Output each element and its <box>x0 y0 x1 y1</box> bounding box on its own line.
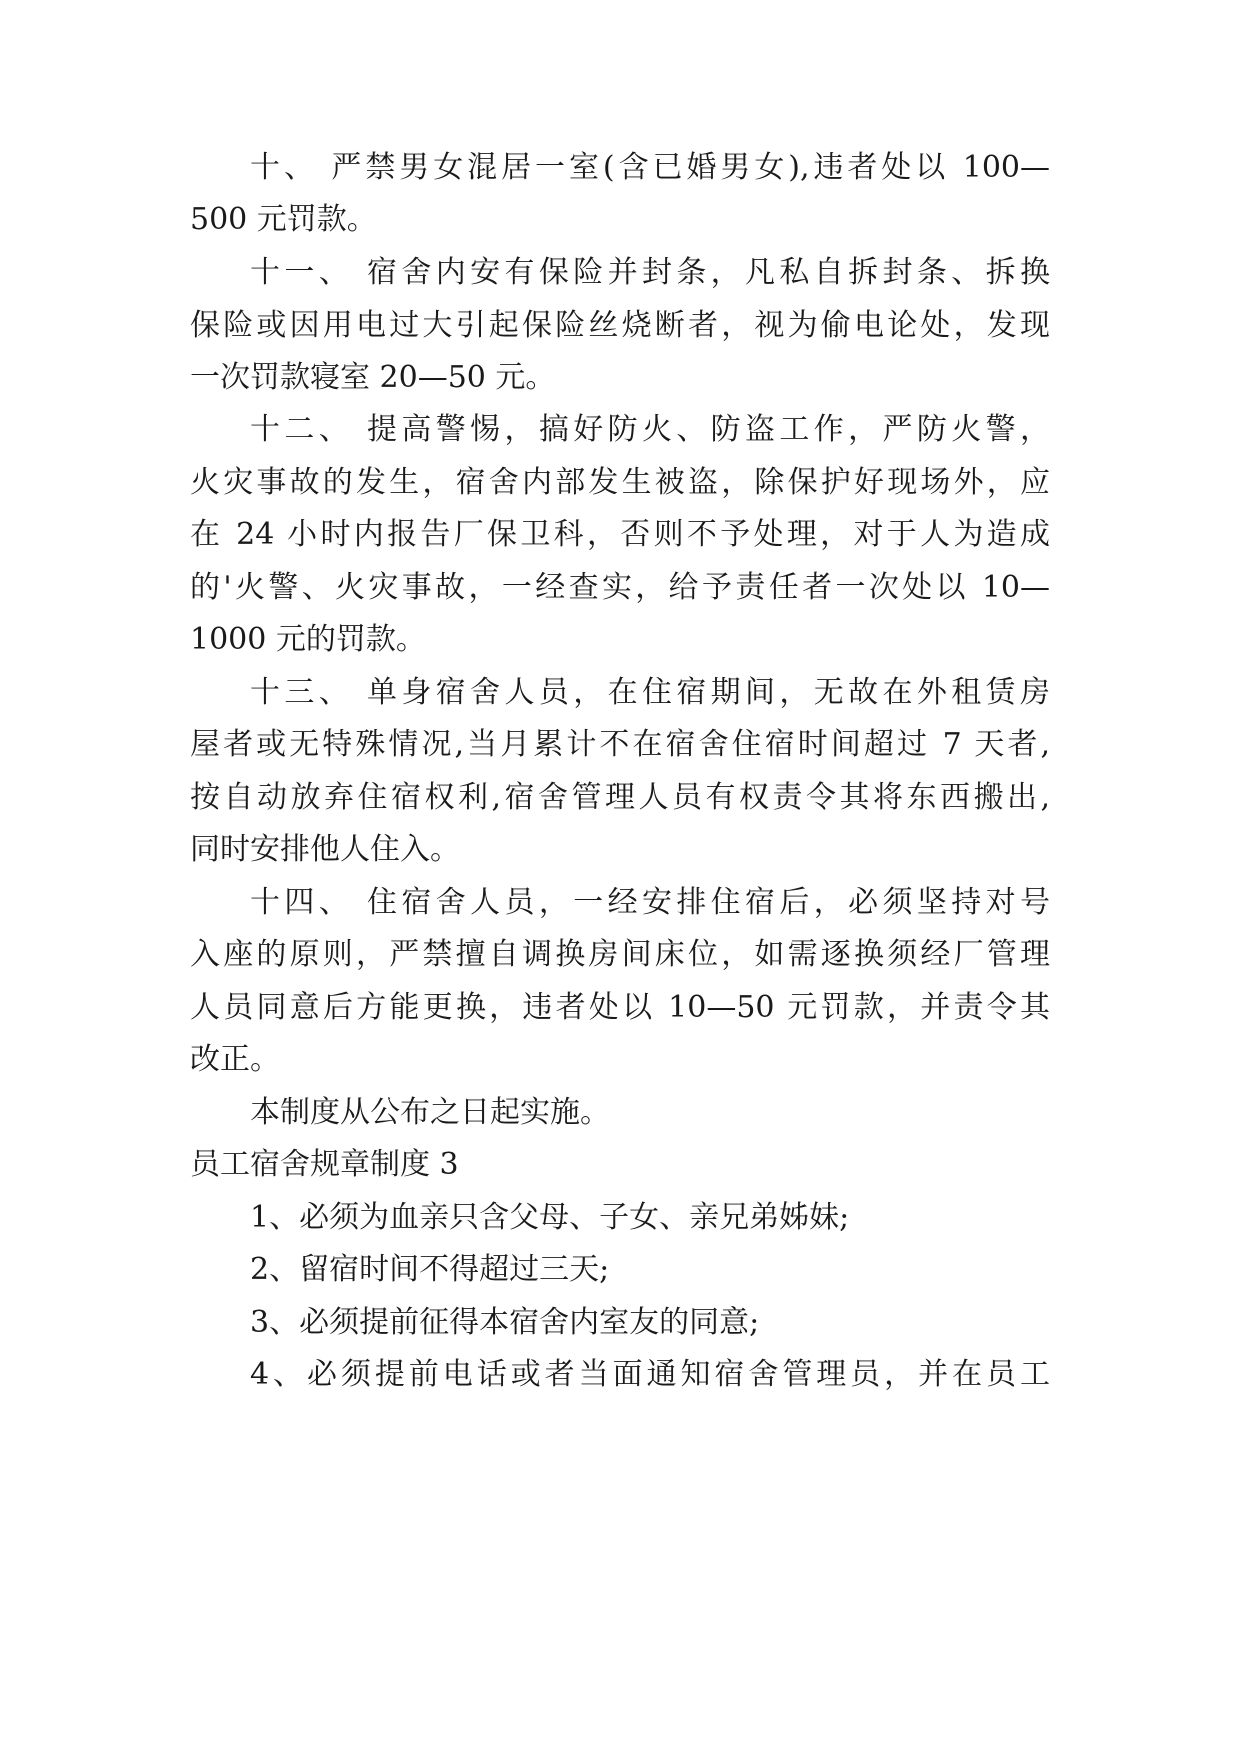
list-item: 1、必须为血亲只含父母、子女、亲兄弟姊妹; <box>250 1200 850 1235</box>
text-line: 十一、 宿舍内安有保险并封条，凡私自拆封条、拆换 <box>250 255 1050 290</box>
text-line: 的'火警、火灾事故，一经查实，给予责任者一次处以 10— <box>190 570 1050 605</box>
text-line: 按自动放弃住宿权利,宿舍管理人员有权责令其将东西搬出, <box>190 780 1050 815</box>
text-line: 十三、 单身宿舍人员，在住宿期间，无故在外租赁房 <box>250 675 1050 710</box>
text-line: 同时安排他人住入。 <box>190 832 460 867</box>
text-line: 入座的原则，严禁擅自调换房间床位，如需逐换须经厂管理 <box>190 937 1050 972</box>
text-line: 在 24 小时内报告厂保卫科，否则不予处理，对于人为造成 <box>190 517 1050 552</box>
text-line: 人员同意后方能更换，违者处以 10—50 元罚款，并责令其 <box>190 990 1050 1025</box>
section-heading: 员工宿舍规章制度 3 <box>190 1147 459 1182</box>
text-line: 一次罚款寝室 20—50 元。 <box>190 360 556 395</box>
text-line: 500 元罚款。 <box>190 202 377 237</box>
list-item: 4、必须提前电话或者当面通知宿舍管理员，并在员工 <box>250 1357 1050 1392</box>
text-line: 火灾事故的发生，宿舍内部发生被盗，除保护好现场外，应 <box>190 465 1050 500</box>
text-line: 改正。 <box>190 1042 280 1077</box>
text-line: 屋者或无特殊情况,当月累计不在宿舍住宿时间超过 7 天者, <box>190 727 1050 762</box>
list-item: 2、留宿时间不得超过三天; <box>250 1252 610 1287</box>
text-line: 保险或因用电过大引起保险丝烧断者，视为偷电论处，发现 <box>190 308 1050 343</box>
list-item: 3、必须提前征得本宿舍内室友的同意; <box>250 1305 760 1340</box>
text-line: 1000 元的罚款。 <box>190 622 426 657</box>
text-line: 十四、 住宿舍人员，一经安排住宿后，必须坚持对号 <box>250 885 1050 920</box>
text-line: 十二、 提高警惕，搞好防火、防盗工作，严防火警， <box>250 412 1050 447</box>
text-line: 本制度从公布之日起实施。 <box>250 1095 610 1130</box>
text-line: 十、 严禁男女混居一室(含已婚男女),违者处以 100— <box>250 150 1050 185</box>
